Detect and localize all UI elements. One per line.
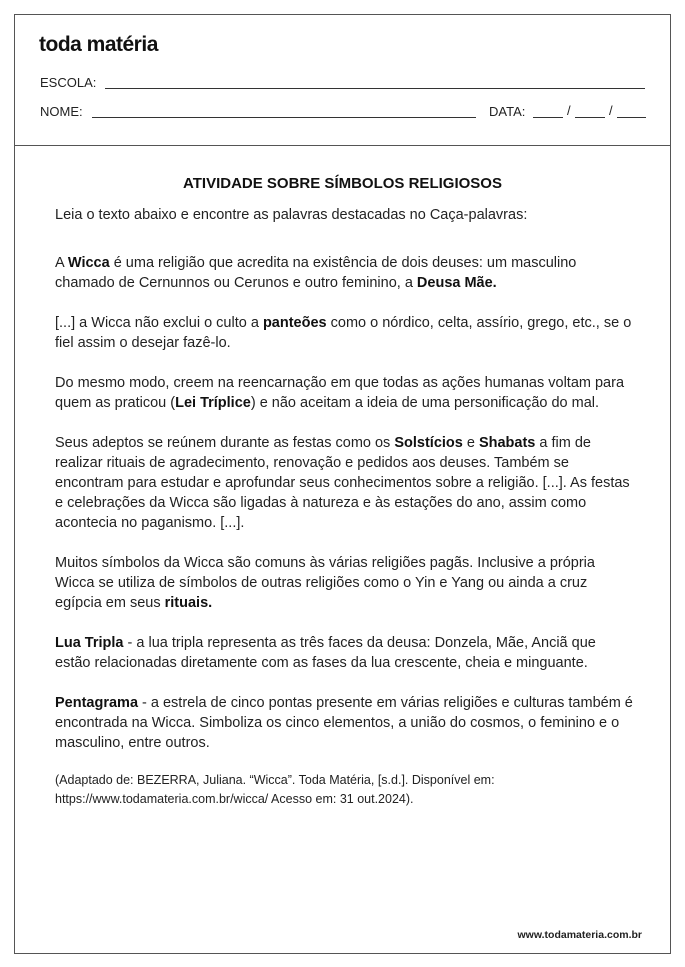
highlighted-word: Deusa Mãe. [416,275,497,291]
logo: toda matéria [39,33,158,56]
date-separator: / [609,103,613,118]
paragraph: [...] a Wicca não exclui o culto a panteões como o nórdico, celta, assírio, grego, etc., se o fiel assim o desejar fazê-lo. [55,315,632,351]
paragraph: Seus adeptos se reúnem durante as festas como os Solstícios e Shabats a fim de realizar rituais de agradecimento, renovação e pedidos aos deuses. Também se encontram para estudar e aprofundar seus conhecimentos sobre a religião. [...]. As festas e celebrações da Wicca são ligadas à natureza e às estações do ano, assim como acontecia no paganismo. [...]. [55,435,630,531]
paragraph: Do mesmo modo, creem na reencarnação em que todas as ações humanas voltam para quem as praticou (Lei Tríplice) e não aceitam a ideia de uma personificação do mal. [55,375,625,411]
page-title: ATIVIDADE SOBRE SÍMBOLOS RELIGIOSOS [183,175,502,192]
paragraph: Lua Tripla - a lua tripla representa as três faces da deusa: Donzela, Mãe, Anciã que estão relacionadas diretamente com as fases da lua crescente, cheia e minguante. [55,635,596,671]
highlighted-word: Pentagrama [55,695,139,711]
worksheet-page [14,14,671,954]
highlighted-word: Wicca [67,255,110,271]
reading-text [55,253,635,829]
date-separator: / [567,103,571,118]
date-day-line [533,117,563,118]
footer-url: www.todamateria.com.br [517,929,642,941]
worksheet-header [15,15,670,146]
date-label: DATA: [489,104,526,119]
paragraph: Pentagrama - a estrela de cinco pontas presente em várias religiões e culturas também é encontrada na Wicca. Simboliza os cinco elementos, a união do cosmos, o feminino e o masculino, entre outros. [55,695,633,751]
highlighted-word: panteões [262,315,327,331]
citation: (Adaptado de: BEZERRA, Juliana. “Wicca”. Toda Matéria, [s.d.]. Disponível em: https://www.todamateria.com.br/wicca/ Acesso em: 31 out.2024). [55,773,495,806]
name-label: NOME: [40,104,83,119]
date-month-line [575,117,605,118]
school-label: ESCOLA: [40,75,97,90]
paragraph: A Wicca é uma religião que acredita na existência de dois deuses: um masculino chamado de Cernunnos ou Cerunos e outro feminino, a Deusa Mãe. [55,255,577,291]
highlighted-word: Lei Tríplice [175,395,251,411]
highlighted-word: Solstícios [394,435,463,451]
highlighted-word: rituais. [164,595,213,611]
name-line [92,117,476,118]
highlighted-word: Shabats [478,435,536,451]
paragraph: Muitos símbolos da Wicca são comuns às várias religiões pagãs. Inclusive a própria Wicca se utiliza de símbolos de outras religiões como o Yin e Yang ou ainda a cruz egípcia em seus rituais. [55,555,595,611]
school-line [105,88,645,89]
date-year-line [617,117,646,118]
instructions: Leia o texto abaixo e encontre as palavras destacadas no Caça-palavras: [55,207,528,223]
highlighted-word: Lua Tripla [55,635,124,651]
